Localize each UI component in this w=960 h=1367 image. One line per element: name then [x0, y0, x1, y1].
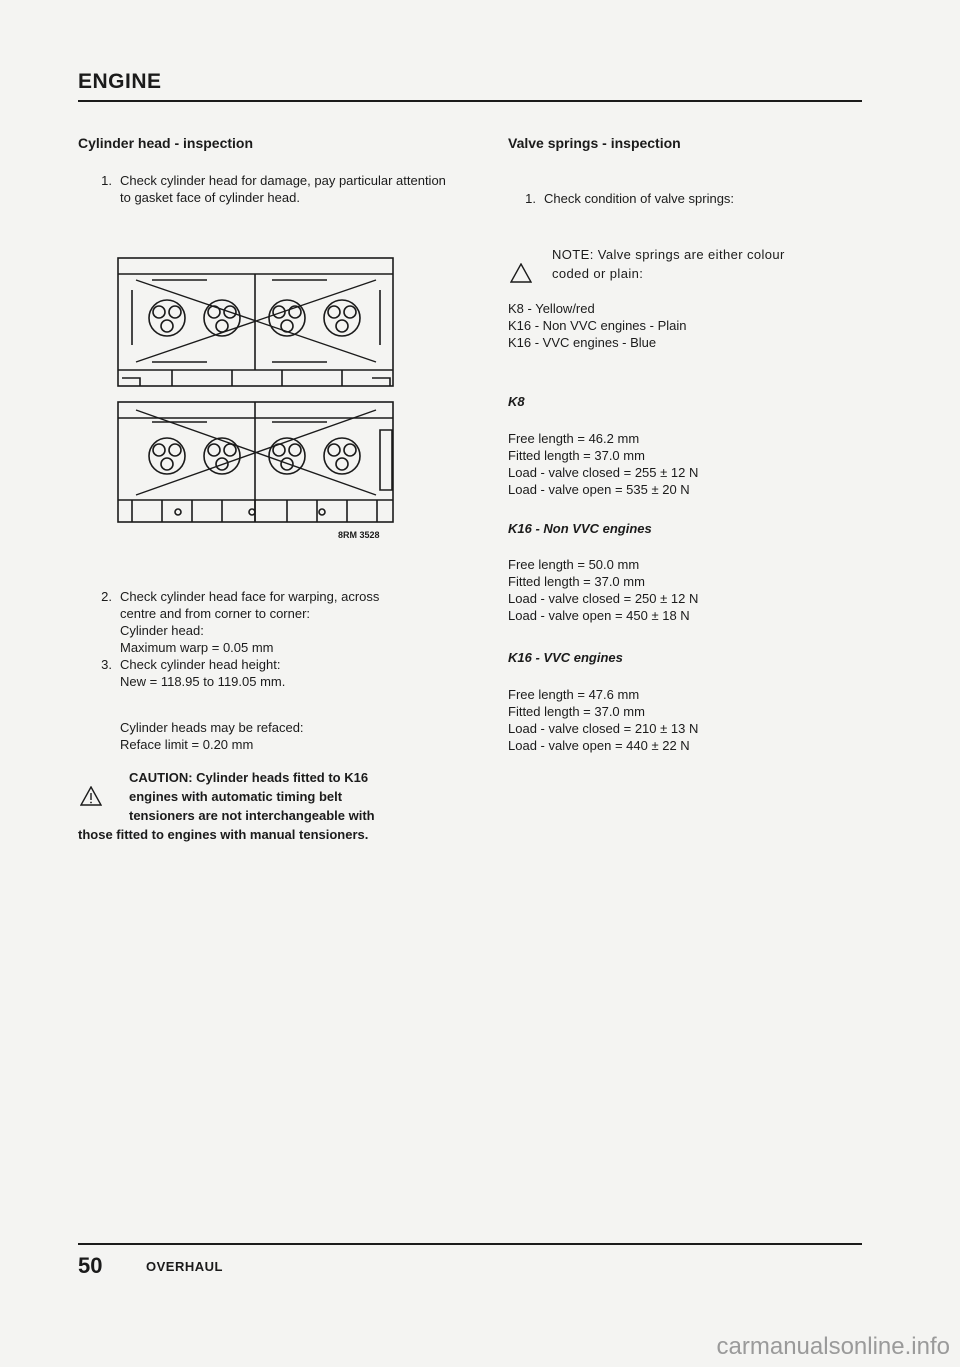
code-line: K8 - Yellow/red	[508, 301, 595, 316]
spec-line: Load - valve open = 535 ± 20 N	[508, 482, 690, 497]
figure-caption: 8RM 3528	[338, 530, 380, 540]
step-number: 3.	[101, 657, 112, 672]
note-triangle-icon	[510, 263, 532, 283]
reface-line: Cylinder heads may be refaced:	[120, 720, 304, 735]
reface-line: Reface limit = 0.20 mm	[120, 737, 254, 752]
page-number: 50	[78, 1253, 103, 1278]
k16-non-vvc-specs	[508, 556, 858, 624]
reface-info	[120, 719, 450, 753]
left-step-3	[90, 656, 450, 690]
valve-springs-heading: Valve springs - inspection	[508, 135, 681, 151]
caution-block	[78, 768, 458, 844]
spec-line: Load - valve open = 440 ± 22 N	[508, 738, 690, 753]
k8-specs	[508, 430, 858, 498]
step-line: Check cylinder head face for warping, across	[120, 589, 380, 604]
spec-line: Load - valve open = 450 ± 18 N	[508, 608, 690, 623]
step-number: 1.	[101, 173, 112, 188]
k8-heading: K8	[508, 394, 525, 409]
k16-vvc-specs	[508, 686, 858, 754]
spec-line: Fitted length = 37.0 mm	[508, 448, 645, 463]
spec-line: Free length = 46.2 mm	[508, 431, 640, 446]
note-block	[508, 245, 858, 283]
caution-line: CAUTION: Cylinder heads fitted to K16	[129, 770, 369, 785]
step-number: 2.	[101, 589, 112, 604]
k16-non-vvc-heading: K16 - Non VVC engines	[508, 521, 652, 536]
spec-line: Load - valve closed = 250 ± 12 N	[508, 591, 699, 606]
watermark: carmanualsonline.info	[716, 1333, 950, 1360]
page-title: ENGINE	[78, 70, 162, 93]
section-name: OVERHAUL	[146, 1259, 223, 1274]
step-text: Check cylinder head for damage, pay particular attention to gasket face of cylinder head.	[120, 173, 446, 205]
step-line: New = 118.95 to 119.05 mm.	[120, 674, 286, 689]
note-line: NOTE: Valve springs are either colour	[552, 247, 785, 262]
step-line: centre and from corner to corner:	[120, 606, 311, 621]
caution-line: tensioners are not interchangeable with	[129, 808, 375, 823]
step-text: Check condition of valve springs:	[544, 191, 735, 206]
spec-line: Load - valve closed = 210 ± 13 N	[508, 721, 699, 736]
k16-vvc-heading: K16 - VVC engines	[508, 650, 623, 665]
header-rule	[78, 100, 862, 102]
left-step-2	[90, 588, 450, 656]
step-line: Cylinder head:	[120, 623, 204, 638]
step-line: Maximum warp = 0.05 mm	[120, 640, 274, 655]
right-step-1	[514, 190, 854, 207]
code-line: K16 - Non VVC engines - Plain	[508, 318, 687, 333]
caution-line: engines with automatic timing belt	[129, 789, 343, 804]
note-line: coded or plain:	[552, 266, 644, 281]
cylinder-head-heading: Cylinder head - inspection	[78, 135, 254, 151]
colour-codes	[508, 300, 858, 351]
step-line: Check cylinder head height:	[120, 657, 281, 672]
spec-line: Free length = 47.6 mm	[508, 687, 640, 702]
left-step-1	[90, 172, 450, 206]
warning-triangle-icon	[80, 786, 102, 806]
caution-line: those fitted to engines with manual tensioners.	[78, 827, 369, 842]
spec-line: Fitted length = 37.0 mm	[508, 574, 645, 589]
code-line: K16 - VVC engines - Blue	[508, 335, 657, 350]
cylinder-head-drawing	[112, 250, 402, 545]
step-number: 1.	[525, 191, 536, 206]
spec-line: Free length = 50.0 mm	[508, 557, 640, 572]
cylinder-head-figure	[112, 250, 402, 545]
spec-line: Load - valve closed = 255 ± 12 N	[508, 465, 699, 480]
spec-line: Fitted length = 37.0 mm	[508, 704, 645, 719]
footer-rule	[78, 1243, 862, 1245]
